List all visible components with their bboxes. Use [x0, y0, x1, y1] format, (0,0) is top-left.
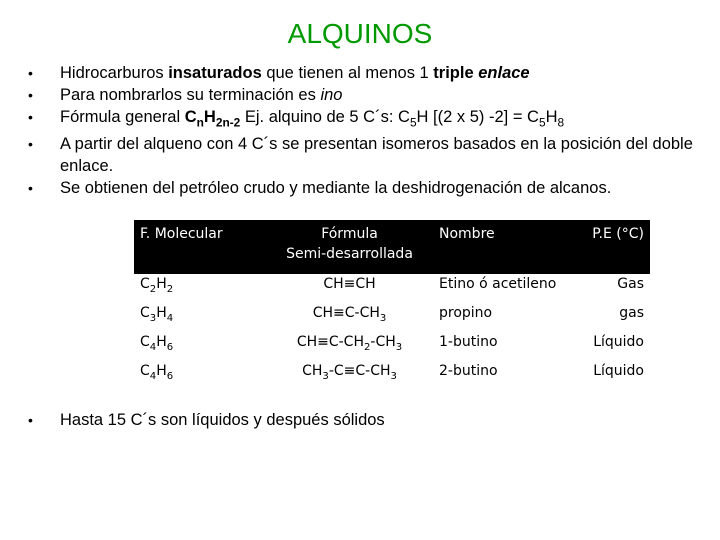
text: H [(2 x 5) -2] = C [416, 108, 539, 126]
cell-semi: $CH\equiv C-CH_3$ [312, 305, 387, 324]
subscript: 5 [538, 115, 546, 130]
text: Fórmula general [60, 108, 185, 126]
text-italic: enlace [478, 64, 530, 82]
bullet-item [28, 133, 708, 177]
text: que tienen al menos 1 [261, 64, 434, 82]
subscript: 8 [557, 115, 565, 130]
cell-semi: CH≡CH [323, 276, 376, 292]
bullet-item [28, 84, 708, 106]
header-molecular: F. Molecular [140, 226, 223, 242]
bullet-list [28, 62, 708, 199]
bullet-item [28, 106, 708, 133]
cell-semi: $CH\equiv C-CH_2-CH_3$ [296, 334, 403, 353]
cell-molecular: $C_3H_4$ [140, 305, 174, 324]
text: Hasta 15 C´s son líquidos y después sólidos [60, 411, 385, 429]
subscript: 5 [409, 115, 417, 130]
cell-semi: $CH_3-C\equiv C-CH_3$ [302, 363, 397, 382]
text: Ej. alquino de 5 C´s: C [240, 108, 410, 126]
bullet-icon: • [28, 65, 33, 81]
header-semi-line1: Fórmula [321, 226, 378, 242]
cell-name: 1-butino [439, 334, 498, 350]
text-bold: insaturados [168, 64, 262, 82]
header-semi-line2: Semi-desarrollada [286, 246, 413, 262]
alkyne-table [134, 220, 650, 390]
header-name: Nombre [439, 226, 495, 242]
table-row [134, 332, 650, 361]
text-italic: ino [320, 86, 343, 104]
table-header-row [134, 220, 650, 274]
text: Se obtienen del petróleo crudo y mediante la deshidrogenación de alcanos. [60, 179, 612, 198]
text: A partir del alqueno con 4 C´s se presentan isomeros basados en la posición del doble enlace. [60, 135, 693, 176]
bullet-icon: • [28, 87, 33, 103]
cell-name: 2-butino [439, 363, 498, 379]
text-bold: triple [433, 64, 479, 82]
page-title: ALQUINOS [287, 18, 433, 49]
cell-molecular: $C_2H_2$ [140, 276, 174, 295]
cell-pe: gas [619, 305, 644, 321]
table-row [134, 361, 650, 390]
text: Hidrocarburos [60, 64, 169, 82]
cell-name: Etino ó acetileno [439, 276, 557, 292]
cell-pe: Gas [617, 276, 644, 292]
header-semi [266, 220, 433, 274]
cell-molecular: $C_4H_6$ [140, 334, 174, 353]
bullet-icon: • [28, 136, 33, 153]
cell-pe: Líquido [593, 334, 644, 350]
cell-pe: Líquido [593, 363, 644, 379]
text: H [545, 108, 558, 126]
subscript: 2n-2 [215, 115, 241, 130]
bullet-item [28, 62, 708, 84]
cell-molecular: $C_4H_6$ [140, 363, 174, 382]
bullet-item [28, 177, 708, 199]
table-row [134, 274, 650, 303]
formula-h: H [203, 108, 216, 126]
formula-c: C [184, 108, 197, 126]
header-pe: P.E (°C) [592, 226, 644, 242]
text: Para nombrarlos su terminación es [60, 86, 321, 104]
bullet-icon: • [28, 412, 33, 428]
bullet-list-bottom [28, 409, 708, 431]
subscript: n [196, 115, 204, 130]
table-row [134, 303, 650, 332]
cell-name: propino [439, 305, 493, 321]
bullet-icon: • [28, 109, 33, 125]
bullet-icon: • [28, 180, 33, 197]
bullet-item [28, 409, 708, 431]
